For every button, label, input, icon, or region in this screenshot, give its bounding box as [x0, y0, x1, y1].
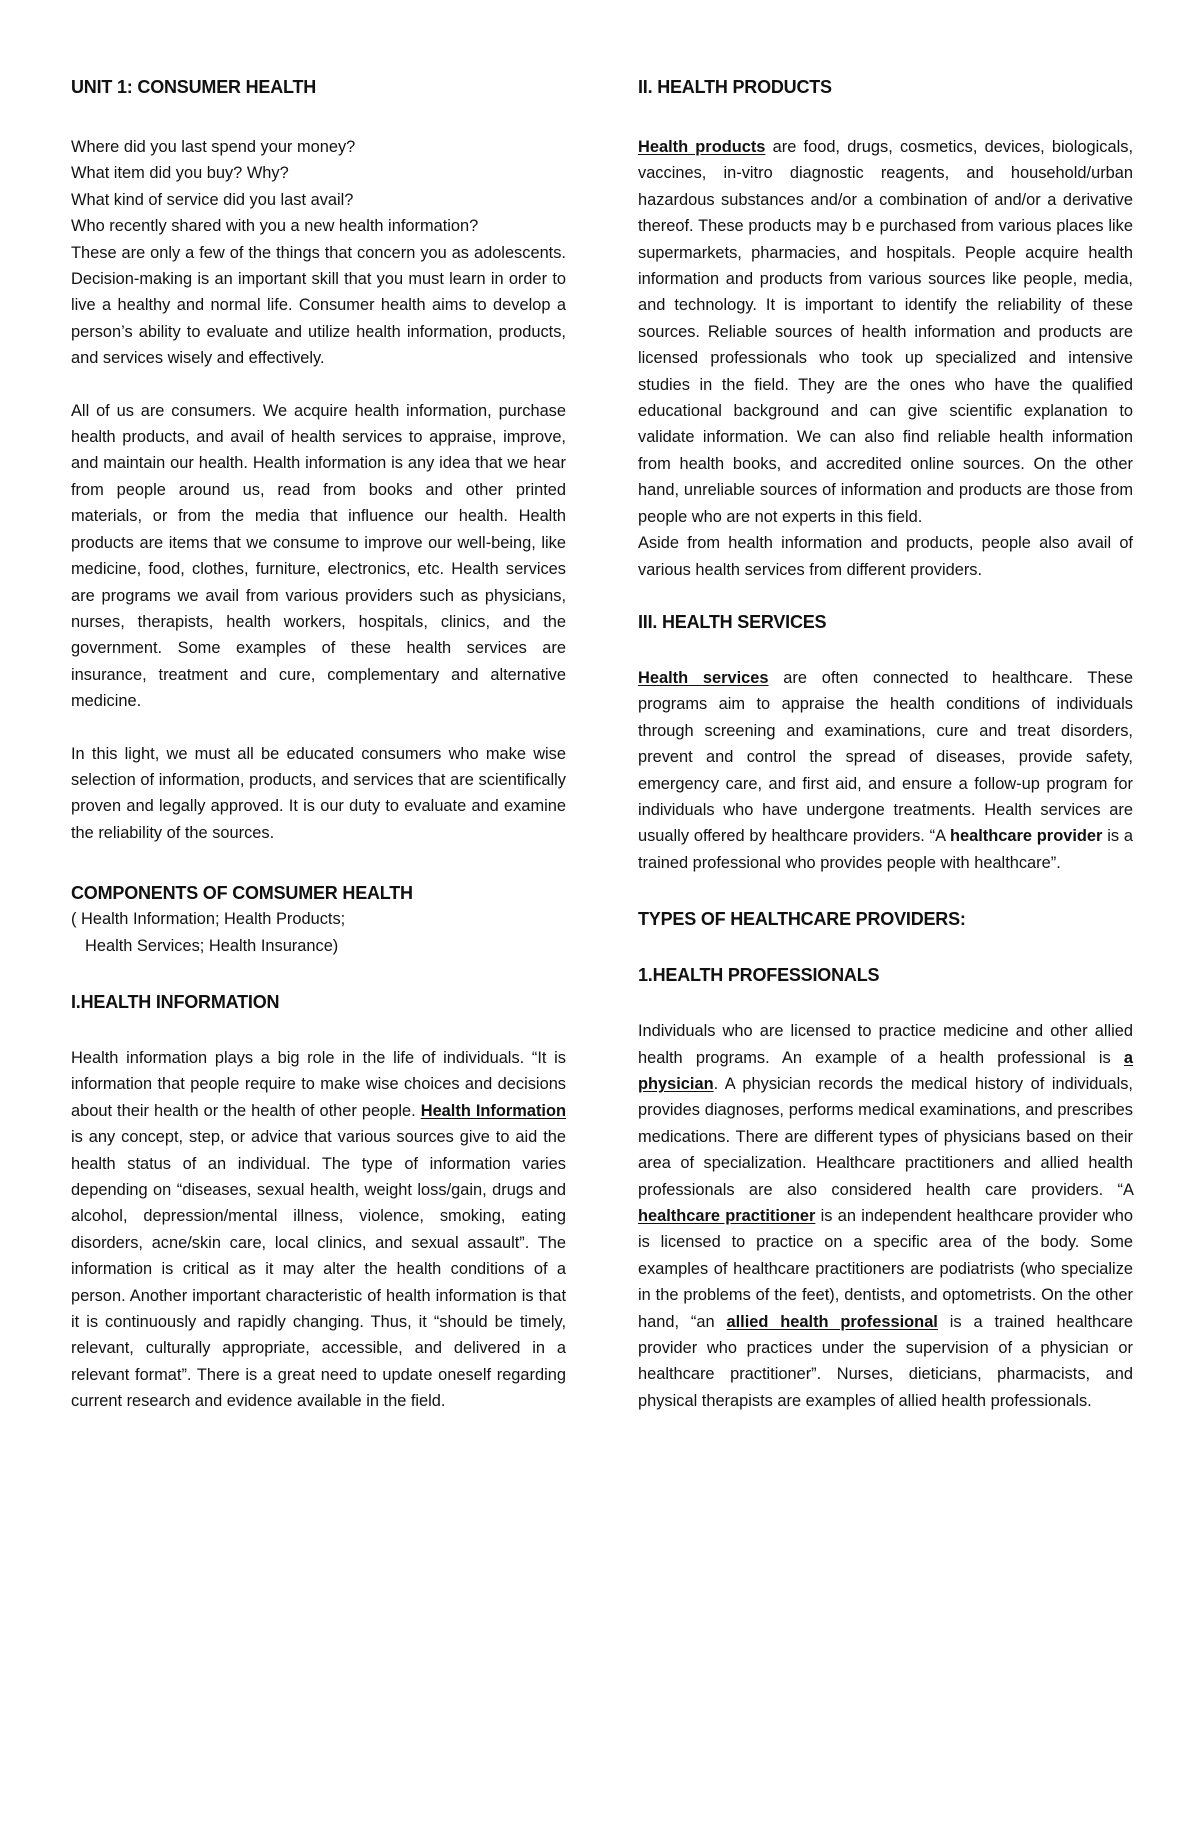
text-run: is any concept, step, or advice that various sources give to aid the health status of an individual. The type of information varies depending on “diseases, sexual health, weight loss/gain, drugs and alcohol, depression/mental illness, violence, smoking, eating disorders, acne/skin care, local clinics, and sexual assault”. The information is critical as it may alter the health conditions of a person. Another important characteristic of health information is that it is continuously and rapidly changing. Thus, it “should be timely, relevant, culturally appropriate, accessible, and delivered in a relevant format”. There is a great need to update oneself regarding current research and evidence available in the field. [71, 1128, 566, 1411]
term-health-services: Health services [638, 668, 769, 687]
text-run: are food, drugs, cosmetics, devices, biologicals, vaccines, in-vitro diagnostic reagents, and household/urban hazardous substances and/or a combination of and/or a derivative thereof. These products may b e purchased from various places like supermarkets, pharmacies, and hospitals. People acquire health information and products from various sources like people, media, and technology. It is important to identify the reliability of these sources. Reliable sources of health information and products are licensed professionals who took up specialized and intensive studies in the field. They are the ones who have the qualified educational background and can give scientific explanation to validate information. We can also find reliable health information from health books, and accredited online sources. On the other hand, unreliable sources of information and products are those from people who are not experts in this field. [638, 138, 1134, 526]
health-services-title: III. HEALTH SERVICES [638, 611, 827, 632]
text-run: . A physician records the medical history of individuals, provides diagnoses, performs medical examinations, and prescribes medications. There are different types of physicians based on their area of specialization. Healthcare practitioners and allied health professionals are also considered health care providers. “A [638, 1074, 1133, 1199]
components-list: ( Health Information; Health Products; [71, 910, 346, 929]
types-title: TYPES OF HEALTHCARE PROVIDERS: [638, 909, 966, 930]
health-information-paragraph [71, 1045, 566, 1415]
term-allied-health-professional: allied health professional [726, 1312, 938, 1331]
term-healthcare-provider: healthcare provider [949, 827, 1103, 846]
components-list: Health Services; Health Insurance) [85, 936, 339, 955]
text-run: Health information plays a big role in the life of individuals. “It is information that people require to make wise choices and decisions about their health or the health of other people. [71, 1048, 566, 1120]
intro-question: What kind of service did you last avail? [71, 190, 354, 209]
text-run: is a trained professional who provides people with healthcare”. [638, 827, 1133, 872]
unit-title: UNIT 1: CONSUMER HEALTH [71, 77, 317, 97]
health-products-paragraph-2: Aside from health information and products, people also avail of various health services from different providers. [638, 534, 1133, 579]
text-run: is an independent healthcare provider who is licensed to practice on a specific area of the body. Some examples of healthcare practitioners are podiatrists (who specialize in the problems of the feet), dentists, and optometrists. On the other hand, “an [638, 1207, 1133, 1331]
intro-question: Where did you last spend your money? [71, 138, 356, 156]
health-services-paragraph [638, 665, 1133, 876]
intro-paragraph: These are only a few of the things that concern you as adolescents. Decision-making is an important skill that you must learn in order to live a healthy and normal life. Consumer health aims to develop a person’s ability to evaluate and utilize health information, products, and services wisely and effectively. [71, 243, 566, 368]
health-products-title: II. HEALTH PRODUCTS [638, 77, 832, 97]
health-information-title: I.HEALTH INFORMATION [71, 991, 280, 1012]
components-title: COMPONENTS OF COMSUMER HEALTH [71, 883, 413, 904]
text-run: Individuals who are licensed to practice medicine and other allied health programs. An example of a health professional is [638, 1022, 1133, 1067]
term-healthcare-practitioner: healthcare practitioner [638, 1207, 816, 1225]
health-products-paragraph [638, 134, 1133, 530]
intro-question: Who recently shared with you a new health information? [71, 217, 479, 236]
health-professionals-title: 1.HEALTH PROFESSIONALS [638, 965, 880, 986]
light-paragraph: In this light, we must all be educated consumers who make wise selection of information, products, and services that are scientifically proven and legally approved. It is our duty to evaluate and examine the reliability of the sources. [71, 744, 566, 842]
text-run: is a trained healthcare provider who practices under the supervision of a physician or healthcare practitioner”. Nurses, dieticians, pharmacists, and physical therapists are examples of allied health professionals. [638, 1312, 1134, 1410]
left-column [71, 74, 566, 1415]
consumers-paragraph: All of us are consumers. We acquire health information, purchase health products, and avail of health services to appraise, improve, and maintain our health. Health information is any idea that we hear from people around us, read from books and other printed materials, or from the media that influence our health. Health products are items that we consume to improve our well-being, like medicine, food, clothes, furniture, electronics, etc. Health services are programs we avail from various providers such as physicians, nurses, therapists, health workers, hospitals, clinics, and the government. Some examples of these health services are insurance, treatment and cure, complementary and alternative medicine. [71, 401, 566, 711]
intro-questions [71, 134, 566, 240]
term-physician: a physician [638, 1048, 1133, 1093]
text-run: are often connected to healthcare. These programs aim to appraise the health conditions of individuals through screening and examinations, cure and treat disorders, prevent and control the spread of diseases, provide safety, emergency care, and first aid, and ensure a follow-up program for individuals who have undergone treatments. Health services are usually offered by healthcare providers. “A [638, 668, 1133, 846]
right-column [638, 74, 1133, 1414]
term-health-information: Health Information [420, 1101, 567, 1120]
intro-question: What item did you buy? Why? [71, 164, 289, 183]
term-health-products: Health products [638, 138, 766, 156]
health-professionals-paragraph [638, 1018, 1133, 1414]
